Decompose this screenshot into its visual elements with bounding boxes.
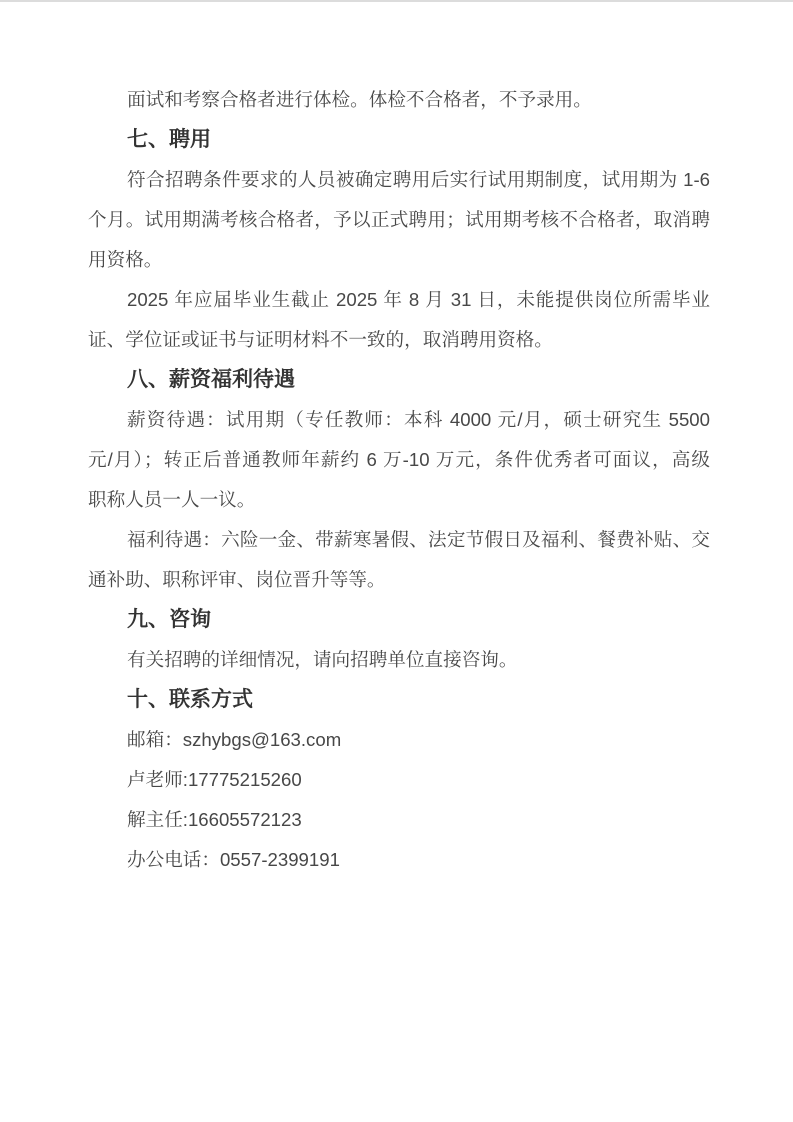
para-welfare-line-2: 通补助、职称评审、岗位晋升等等。 <box>88 569 386 590</box>
contact-email: 邮箱：szhybgs@163.com <box>127 729 342 750</box>
para-2025-graduates-line-2: 证、学位证或证书与证明材料不一致的，取消聘用资格。 <box>88 329 553 350</box>
heading-9-inquiry: 九、咨询 <box>127 608 211 631</box>
para-probation-line-3: 用资格。 <box>88 249 163 270</box>
contact-office-phone: 办公电话：0557-2399191 <box>127 849 340 870</box>
document-body <box>88 80 710 880</box>
heading-10-contact: 十、联系方式 <box>127 688 253 711</box>
para-physical-exam: 面试和考察合格者进行体检。体检不合格者，不予录用。 <box>127 89 592 110</box>
para-welfare-line-1: 福利待遇：六险一金、带薪寒暑假、法定节假日及福利、餐费补贴、交 <box>127 529 710 550</box>
para-salary-line-2: 元/月）；转正后普通教师年薪约 6 万-10 万元，条件优秀者可面议，高级 <box>88 449 710 470</box>
para-inquiry: 有关招聘的详细情况，请向招聘单位直接咨询。 <box>127 649 518 670</box>
contact-phone-lu: 卢老师:17775215260 <box>127 769 302 790</box>
para-salary-line-3: 职称人员一人一议。 <box>88 489 256 510</box>
heading-8-salary-benefits: 八、薪资福利待遇 <box>127 368 295 391</box>
para-probation-line-1: 符合招聘条件要求的人员被确定聘用后实行试用期制度，试用期为 1-6 <box>127 169 710 190</box>
para-2025-graduates-line-1: 2025 年应届毕业生截止 2025 年 8 月 31 日，未能提供岗位所需毕业 <box>127 289 710 310</box>
page-top-edge <box>0 0 793 2</box>
heading-7-employment: 七、聘用 <box>127 128 211 151</box>
contact-phone-xie: 解主任:16605572123 <box>127 809 302 830</box>
para-probation-line-2: 个月。试用期满考核合格者，予以正式聘用；试用期考核不合格者，取消聘 <box>88 209 710 230</box>
para-salary-line-1: 薪资待遇：试用期（专任教师：本科 4000 元/月，硕士研究生 5500 <box>127 409 710 430</box>
